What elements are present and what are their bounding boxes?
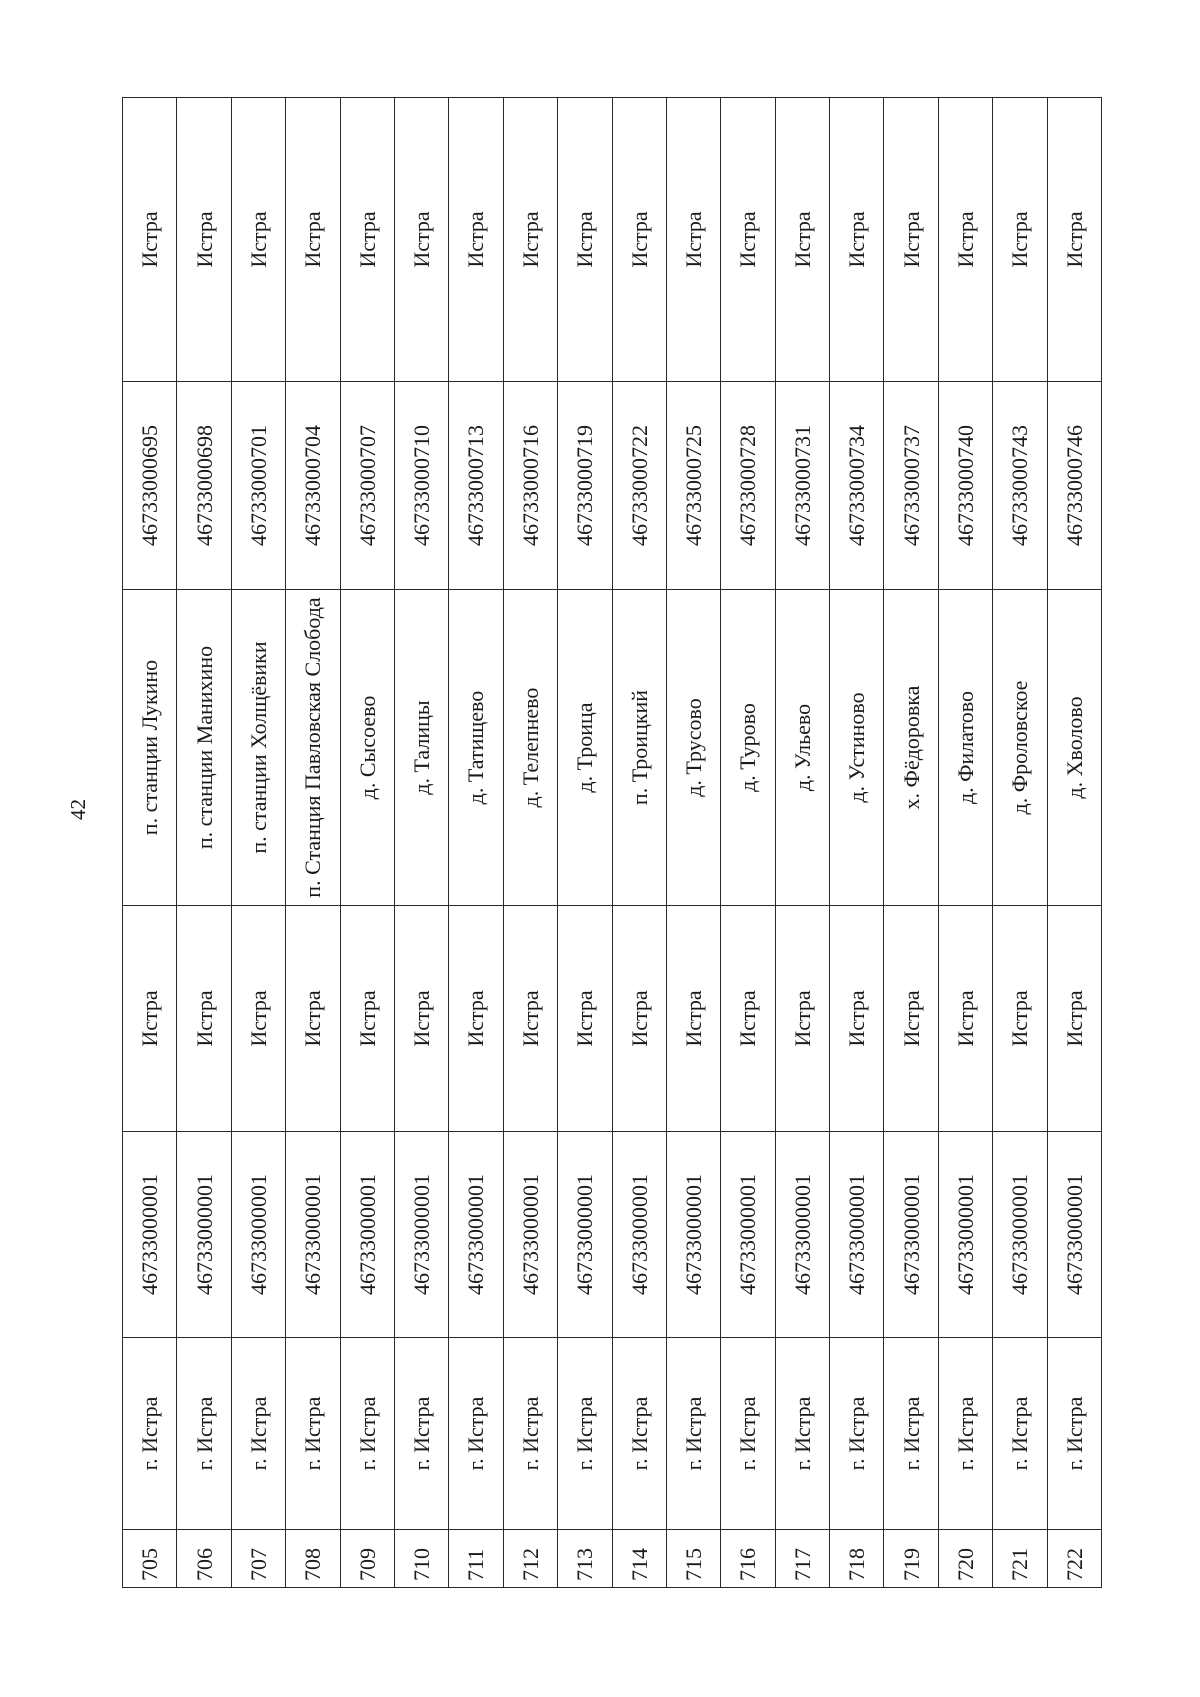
settlement-oktmo-cell: 46733000722: [612, 382, 666, 590]
city-cell: г. Истра: [721, 1338, 775, 1530]
row-number-cell: 721: [993, 1530, 1047, 1588]
table-row: [884, 98, 938, 1588]
table-row: [830, 98, 884, 1588]
city-municipality-cell: Истра: [449, 906, 503, 1132]
settlement-oktmo-cell: 46733000737: [884, 382, 938, 590]
row-number-cell: 709: [340, 1530, 394, 1588]
city-oktmo-cell: 46733000001: [721, 1132, 775, 1338]
row-number-cell: 705: [123, 1530, 177, 1588]
row-number-cell: 720: [938, 1530, 992, 1588]
settlement-name-cell: д. Татищево: [449, 590, 503, 906]
settlement-name-cell: д. Фроловское: [993, 590, 1047, 906]
page-number: 42: [66, 799, 90, 820]
settlement-municipality-cell: Истра: [1047, 98, 1101, 382]
table-row: [938, 98, 992, 1588]
city-cell: г. Истра: [1047, 1338, 1101, 1530]
city-cell: г. Истра: [558, 1338, 612, 1530]
settlement-municipality-cell: Истра: [123, 98, 177, 382]
city-oktmo-cell: 46733000001: [1047, 1132, 1101, 1338]
table-row: [666, 98, 720, 1588]
city-oktmo-cell: 46733000001: [884, 1132, 938, 1338]
settlement-oktmo-cell: 46733000698: [177, 382, 231, 590]
settlement-oktmo-cell: 46733000731: [775, 382, 829, 590]
city-oktmo-cell: 46733000001: [938, 1132, 992, 1338]
settlements-table-container: [122, 98, 1101, 1588]
settlement-municipality-cell: Истра: [394, 98, 448, 382]
city-municipality-cell: Истра: [231, 906, 285, 1132]
city-cell: г. Истра: [993, 1338, 1047, 1530]
settlement-oktmo-cell: 46733000707: [340, 382, 394, 590]
settlement-oktmo-cell: 46733000713: [449, 382, 503, 590]
city-oktmo-cell: 46733000001: [286, 1132, 340, 1338]
city-cell: г. Истра: [884, 1338, 938, 1530]
settlement-oktmo-cell: 46733000740: [938, 382, 992, 590]
city-cell: г. Истра: [775, 1338, 829, 1530]
city-oktmo-cell: 46733000001: [558, 1132, 612, 1338]
row-number-cell: 710: [394, 1530, 448, 1588]
settlement-municipality-cell: Истра: [286, 98, 340, 382]
table-row: [123, 98, 177, 1588]
row-number-cell: 712: [503, 1530, 557, 1588]
city-municipality-cell: Истра: [286, 906, 340, 1132]
table-row: [1047, 98, 1101, 1588]
city-municipality-cell: Истра: [394, 906, 448, 1132]
city-municipality-cell: Истра: [612, 906, 666, 1132]
city-municipality-cell: Истра: [558, 906, 612, 1132]
settlement-name-cell: п. Станция Павловская Слобода: [286, 590, 340, 906]
city-cell: г. Истра: [938, 1338, 992, 1530]
city-cell: г. Истра: [231, 1338, 285, 1530]
table-row: [231, 98, 285, 1588]
settlement-municipality-cell: Истра: [612, 98, 666, 382]
table-row: [558, 98, 612, 1588]
row-number-cell: 706: [177, 1530, 231, 1588]
row-number-cell: 719: [884, 1530, 938, 1588]
settlement-name-cell: д. Филатово: [938, 590, 992, 906]
city-oktmo-cell: 46733000001: [340, 1132, 394, 1338]
settlement-oktmo-cell: 46733000725: [666, 382, 720, 590]
table-row: [286, 98, 340, 1588]
city-oktmo-cell: 46733000001: [775, 1132, 829, 1338]
table-row: [449, 98, 503, 1588]
row-number-cell: 715: [666, 1530, 720, 1588]
settlement-name-cell: п. станции Манихино: [177, 590, 231, 906]
settlement-name-cell: д. Хволово: [1047, 590, 1101, 906]
settlement-oktmo-cell: 46733000728: [721, 382, 775, 590]
city-municipality-cell: Истра: [1047, 906, 1101, 1132]
settlements-table: [122, 97, 1102, 1588]
settlement-name-cell: д. Талицы: [394, 590, 448, 906]
city-municipality-cell: Истра: [830, 906, 884, 1132]
table-row: [394, 98, 448, 1588]
row-number-cell: 707: [231, 1530, 285, 1588]
table-row: [612, 98, 666, 1588]
settlement-municipality-cell: Истра: [775, 98, 829, 382]
city-cell: г. Истра: [340, 1338, 394, 1530]
city-oktmo-cell: 46733000001: [612, 1132, 666, 1338]
settlement-municipality-cell: Истра: [666, 98, 720, 382]
settlement-municipality-cell: Истра: [884, 98, 938, 382]
city-oktmo-cell: 46733000001: [830, 1132, 884, 1338]
city-cell: г. Истра: [123, 1338, 177, 1530]
city-cell: г. Истра: [286, 1338, 340, 1530]
settlement-name-cell: п. станции Лукино: [123, 590, 177, 906]
city-cell: г. Истра: [666, 1338, 720, 1530]
city-cell: г. Истра: [177, 1338, 231, 1530]
row-number-cell: 718: [830, 1530, 884, 1588]
settlement-municipality-cell: Истра: [177, 98, 231, 382]
settlement-municipality-cell: Истра: [938, 98, 992, 382]
settlement-name-cell: д. Сысоево: [340, 590, 394, 906]
settlement-name-cell: д. Троица: [558, 590, 612, 906]
settlement-oktmo-cell: 46733000719: [558, 382, 612, 590]
city-municipality-cell: Истра: [938, 906, 992, 1132]
settlement-municipality-cell: Истра: [503, 98, 557, 382]
city-oktmo-cell: 46733000001: [177, 1132, 231, 1338]
city-cell: г. Истра: [503, 1338, 557, 1530]
settlement-oktmo-cell: 46733000704: [286, 382, 340, 590]
settlement-oktmo-cell: 46733000695: [123, 382, 177, 590]
city-municipality-cell: Истра: [775, 906, 829, 1132]
row-number-cell: 717: [775, 1530, 829, 1588]
row-number-cell: 716: [721, 1530, 775, 1588]
settlement-name-cell: х. Фёдоровка: [884, 590, 938, 906]
row-number-cell: 714: [612, 1530, 666, 1588]
settlement-name-cell: п. Троицкий: [612, 590, 666, 906]
settlement-oktmo-cell: 46733000734: [830, 382, 884, 590]
settlement-oktmo-cell: 46733000743: [993, 382, 1047, 590]
table-row: [503, 98, 557, 1588]
settlement-name-cell: д. Устиново: [830, 590, 884, 906]
city-municipality-cell: Истра: [177, 906, 231, 1132]
table-row: [340, 98, 394, 1588]
settlement-name-cell: д. Трусово: [666, 590, 720, 906]
settlement-name-cell: п. станции Холщёвики: [231, 590, 285, 906]
table-body: [123, 98, 1102, 1588]
settlement-name-cell: д. Телепнево: [503, 590, 557, 906]
settlement-municipality-cell: Истра: [721, 98, 775, 382]
settlement-name-cell: д. Ульево: [775, 590, 829, 906]
city-municipality-cell: Истра: [123, 906, 177, 1132]
row-number-cell: 708: [286, 1530, 340, 1588]
city-municipality-cell: Истра: [993, 906, 1047, 1132]
settlement-municipality-cell: Истра: [340, 98, 394, 382]
settlement-oktmo-cell: 46733000701: [231, 382, 285, 590]
settlement-municipality-cell: Истра: [558, 98, 612, 382]
settlement-municipality-cell: Истра: [993, 98, 1047, 382]
city-oktmo-cell: 46733000001: [666, 1132, 720, 1338]
row-number-cell: 713: [558, 1530, 612, 1588]
city-oktmo-cell: 46733000001: [503, 1132, 557, 1338]
settlement-municipality-cell: Истра: [231, 98, 285, 382]
city-municipality-cell: Истра: [666, 906, 720, 1132]
settlement-municipality-cell: Истра: [449, 98, 503, 382]
settlement-municipality-cell: Истра: [830, 98, 884, 382]
settlement-oktmo-cell: 46733000710: [394, 382, 448, 590]
row-number-cell: 711: [449, 1530, 503, 1588]
city-cell: г. Истра: [612, 1338, 666, 1530]
table-row: [775, 98, 829, 1588]
city-municipality-cell: Истра: [721, 906, 775, 1132]
city-cell: г. Истра: [449, 1338, 503, 1530]
city-oktmo-cell: 46733000001: [449, 1132, 503, 1338]
settlement-oktmo-cell: 46733000746: [1047, 382, 1101, 590]
city-municipality-cell: Истра: [884, 906, 938, 1132]
settlement-oktmo-cell: 46733000716: [503, 382, 557, 590]
settlement-name-cell: д. Турово: [721, 590, 775, 906]
table-row: [993, 98, 1047, 1588]
city-oktmo-cell: 46733000001: [394, 1132, 448, 1338]
city-municipality-cell: Истра: [340, 906, 394, 1132]
city-cell: г. Истра: [830, 1338, 884, 1530]
table-row: [177, 98, 231, 1588]
city-oktmo-cell: 46733000001: [123, 1132, 177, 1338]
city-municipality-cell: Истра: [503, 906, 557, 1132]
city-cell: г. Истра: [394, 1338, 448, 1530]
city-oktmo-cell: 46733000001: [231, 1132, 285, 1338]
city-oktmo-cell: 46733000001: [993, 1132, 1047, 1338]
row-number-cell: 722: [1047, 1530, 1101, 1588]
table-row: [721, 98, 775, 1588]
